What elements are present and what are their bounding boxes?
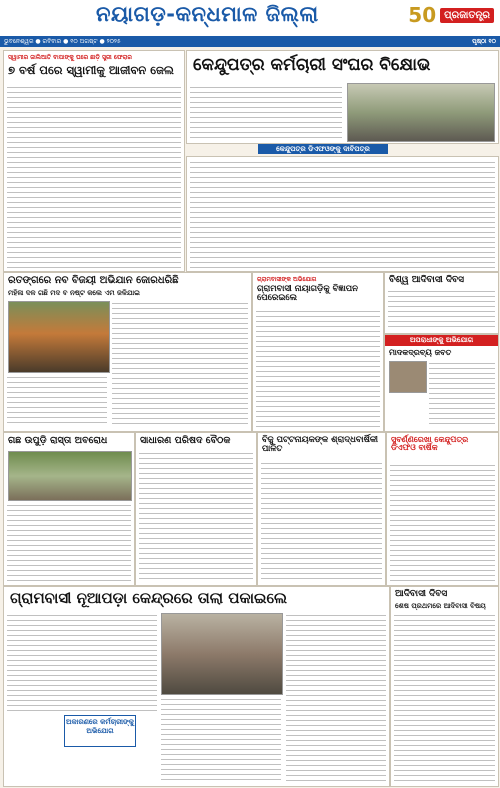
story-tree-block <box>3 432 135 586</box>
story-body <box>261 461 382 581</box>
page-number: ପୃଷ୍ଠା ୧୦ <box>472 38 496 45</box>
protest-photo <box>161 613 283 695</box>
tree-photo <box>8 451 132 501</box>
story-body <box>256 309 380 427</box>
story-protest <box>186 50 499 144</box>
story-body <box>429 361 495 427</box>
story-subhead: ମହିଳା ଦଳ ଗଛି ମଦ ବ ନଷ୍ଟ କଲେ ଏମ ଜଳିଯାଇ <box>8 289 140 297</box>
story-tribal-education <box>390 586 499 787</box>
story-biju-anniversary <box>257 432 386 586</box>
story-villagers-ad <box>252 272 384 432</box>
story-headline: ସାଧାରଣ ପରିଷଦ ବୈଠକ <box>140 435 231 446</box>
story-subhead: କେନ୍ଦୁପତ୍ର ଡିଏଫଓଙ୍କୁ ଦାବିପତ୍ର <box>258 144 388 154</box>
story-kicker: ସ୍ୱାମୀର ଜାଲିଆତି ବାପାଙ୍କୁ ଘରେ ଛାଡ଼ି ସ୍ତ୍ରୀ ଫେରାର <box>8 54 132 61</box>
story-tribal-day <box>384 272 499 334</box>
story-lockdown-protest <box>3 586 390 787</box>
story-body <box>139 451 253 581</box>
story-body <box>388 289 495 331</box>
story-body <box>7 613 157 713</box>
story-council-meeting <box>135 432 257 586</box>
story-subhead: ଶେଷ ପ୍ରଥମରେ ଆଦିବାସୀ ବିଷୟ <box>395 602 486 610</box>
story-body <box>394 613 495 782</box>
anniversary-mark: 50 <box>408 3 437 27</box>
story-body <box>7 503 131 581</box>
story-headline: ଅପରାଧୀଙ୍କୁ ଅଭିଯୋଗ <box>385 335 498 346</box>
story-body-right <box>286 613 386 781</box>
story-headline: ବିଜୁ ପଟ୍ଟନାୟକଙ୍କ ଶ୍ରାଦ୍ଧବାର୍ଷିକୀ ପାଳିତ <box>262 435 379 454</box>
story-headline: ବିଶ୍ୱ ଆଦିବାସୀ ଦିବସ <box>389 275 465 285</box>
story-protest-continued <box>186 156 499 272</box>
brand-name: ପ୍ରଜାତନ୍ତ୍ର <box>440 8 494 23</box>
story-campaign <box>3 272 252 432</box>
campaign-photo <box>8 301 110 373</box>
page-title: ନୟାଗଡ଼-କନ୍ଧମାଳ ଜିଲ୍ଲା <box>96 2 319 26</box>
masthead <box>0 0 500 38</box>
story-body <box>190 85 342 139</box>
story-kicker: ଗ୍ରାମବାସୀଙ୍କ ଅଭିଯୋଗ <box>257 276 317 283</box>
story-kendu-leaf <box>386 432 499 586</box>
story-headline: ଗ୍ରାମବାସୀ ନୂଆପଡ଼ା କେନ୍ଦ୍ରରେ ତାଲା ପକାଇଲେ <box>10 589 288 607</box>
brand-logo <box>408 3 494 27</box>
portrait-photo <box>389 361 427 393</box>
story-body <box>7 85 181 269</box>
story-headline: ରତଙ୍ଗରେ ନବ ବିଜୟୀ ଅଭିଯାନ ଜୋରଧରିଛି <box>8 275 179 286</box>
story-body <box>190 160 495 268</box>
story-drug-seizure <box>384 334 499 432</box>
story-body-left <box>7 375 107 427</box>
story-body <box>390 463 495 581</box>
story-body-bottom <box>161 697 281 781</box>
story-headline: କେନ୍ଦୁପତ୍ର କର୍ମଚାରୀ ସଂଘର ବିକ୍ଷୋଭ <box>193 55 431 75</box>
story-headline: ୭ ବର୍ଷ ପରେ ସ୍ୱାମୀକୁ ଆଜୀବନ ଜେଲ <box>8 63 174 77</box>
story-body <box>112 301 248 427</box>
date-text: ଭୁବନେଶ୍ୱର ● ରବିବାର ● ୧୦ ଅଗଷ୍ଟ ● ୨୦୨୫ <box>4 38 121 45</box>
story-subhead: ମାଦକଦ୍ରବ୍ୟ ଜବତ <box>389 348 452 357</box>
story-headline: ସୁବର୍ଣ୍ଣରେଖା କେନ୍ଦୁପତ୍ର ଡିଏଫଓ ବାର୍ଷିକ <box>391 435 469 453</box>
story-headline: ଗଛ ଉପୁଡ଼ି ରାସ୍ତା ଅବରୋଧ <box>8 435 108 446</box>
protest-photo <box>347 83 495 142</box>
dateline <box>0 37 500 47</box>
story-headline: ଆଦିବାସୀ ଦିବସ <box>395 589 448 599</box>
story-life-sentence <box>3 50 185 272</box>
story-callout: ଅକାରଣରେ କର୍ମଚାରୀଙ୍କୁ ଅଭିଯୋଗ <box>64 715 136 747</box>
story-headline: ଗ୍ରାମବାସୀ ନାୟାଗଡ଼ିକୁ ବିଜ୍ଞାପନ ପେରେଇଲେ <box>257 284 358 303</box>
